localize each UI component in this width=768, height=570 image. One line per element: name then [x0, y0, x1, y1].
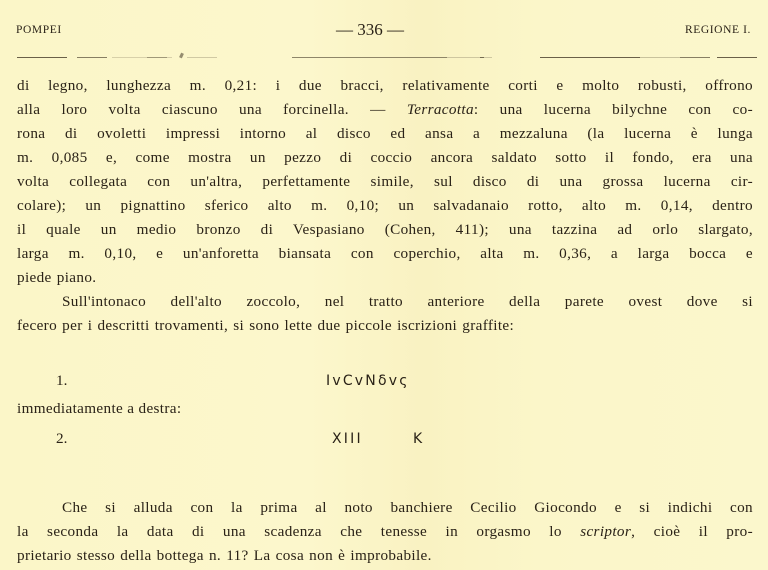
text-line: fecero per i descritti trovamenti, si sono lette due piccole iscrizioni graffite: — [17, 317, 515, 334]
text-line: volta collegata con un'altra, perfettamente simile, sul disco di una grossa lucerna cir- — [17, 173, 753, 190]
inscription-intro: immediatamente a destra: — [17, 400, 182, 417]
italic-term: scriptor — [580, 523, 632, 540]
header-rule — [12, 57, 758, 58]
inscription-number: 2. — [56, 430, 68, 447]
rule-segment — [640, 57, 680, 58]
rule-segment — [680, 57, 710, 58]
italic-term: Terracotta — [406, 101, 474, 118]
text-line — [17, 520, 753, 544]
text-line: Sull'intonaco dell'alto zoccolo, nel tratto anteriore della parete ovest dove si — [62, 293, 753, 310]
rule-mark — [179, 53, 184, 59]
text-fragment: : una lucerna bilychne con co- — [473, 101, 753, 118]
inscription-number: 1. — [56, 372, 68, 389]
text-line: il quale un medio bronzo di Vespasiano (Cohen, 411); una tazzina ad orlo slargato, — [17, 221, 753, 238]
rule-segment — [187, 57, 217, 58]
text-line: colare); un pignattino sferico alto m. 0,10; un salvadanaio rotto, alto m. 0,14, dentro — [17, 197, 753, 214]
page-number: — 336 — — [336, 20, 404, 39]
inscription-2 — [0, 430, 768, 454]
rule-segment — [480, 57, 484, 58]
text-line: Che si alluda con la prima al noto banchiere Cecilio Giocondo e si indichi con — [62, 499, 753, 516]
rule-segment — [17, 57, 67, 58]
inscription-text: IvCvNδvς — [326, 373, 410, 389]
text-line: larga m. 0,10, e un'anforetta biansata con coperchio, alta m. 0,36, a larga bocca e — [17, 245, 753, 262]
paragraph-2 — [17, 290, 753, 338]
rule-segment — [717, 57, 757, 58]
text-line: rona di ovoletti impressi intorno al disco ed ansa a mezzaluna (la lucerna è lunga — [17, 125, 753, 142]
inscription-text: XIII — [332, 431, 363, 447]
rule-segment — [292, 57, 447, 58]
rule-segment — [77, 57, 107, 58]
text-line: m. 0,085 e, come mostra un pezzo di coccio ancora saldato sotto il fondo, era una — [17, 149, 753, 166]
text-line: piede piano. — [17, 269, 97, 286]
running-head-left: POMPEI — [16, 24, 62, 36]
text-fragment: alla loro volta ciascuno una forcinella. — — [17, 101, 407, 118]
inscription-text-k: K — [413, 431, 423, 447]
text-line: di legno, lunghezza m. 0,21: i due bracci, relativamente corti e molto robusti, offrono — [17, 77, 753, 94]
text-fragment: la seconda la data di una scadenza che tenesse in orgasmo lo — [17, 523, 581, 540]
running-head-right: REGIONE I. — [684, 24, 751, 36]
text-fragment: , cioè il pro- — [631, 523, 753, 540]
inscription-1 — [0, 372, 768, 396]
text-line: prietario stesso della bottega n. 11? La cosa non è improbabile. — [17, 547, 432, 564]
paragraph-3 — [17, 496, 753, 568]
rule-segment — [147, 57, 167, 58]
text-line — [17, 98, 753, 122]
paragraph-1 — [17, 74, 753, 290]
rule-segment — [447, 57, 492, 58]
running-head — [0, 22, 768, 42]
rule-segment — [540, 57, 640, 58]
